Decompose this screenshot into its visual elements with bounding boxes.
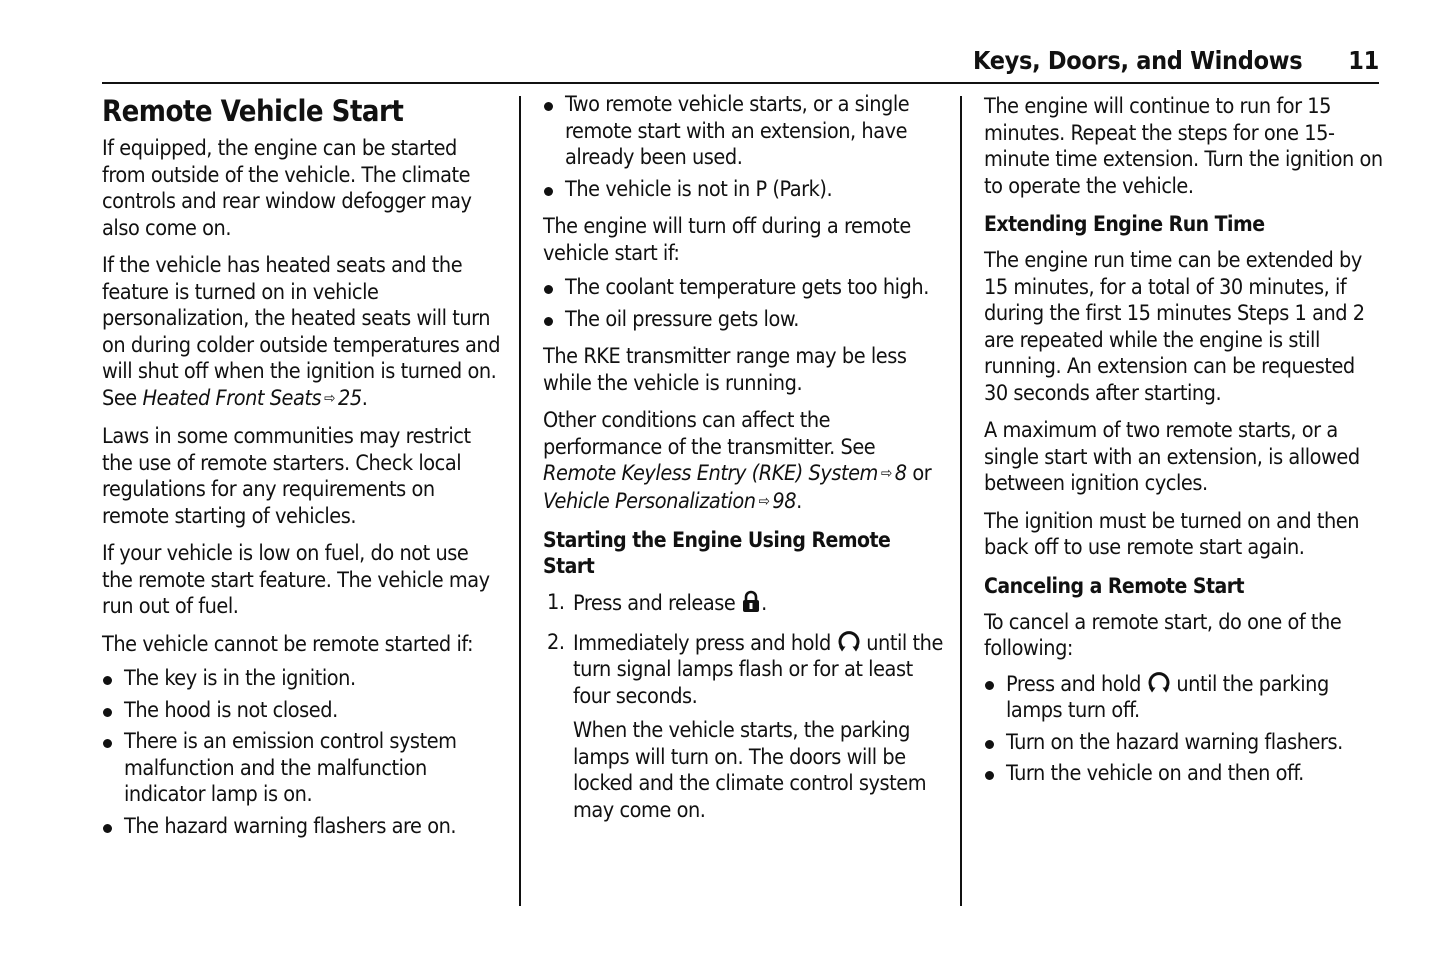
column-3 (984, 94, 1384, 799)
paragraph: The engine will continue to run for 15 minutes. Repeat the steps for one 15-minute time extension. Turn the ignition on to operate the vehicle. (984, 94, 1383, 199)
page-reference-arrow-icon: ⇨ (880, 464, 892, 482)
section-title: Keys, Doors, and Windows (973, 46, 1303, 75)
list-item: Turn the vehicle on and then off. (984, 761, 1384, 788)
page-title: Remote Vehicle Start (102, 94, 404, 128)
paragraph: The vehicle cannot be remote started if: (102, 631, 474, 657)
bullet-list (984, 671, 1384, 788)
column-1 (102, 94, 502, 851)
cross-reference-link[interactable]: Heated Front Seats (142, 385, 322, 411)
section-heading: Extending Engine Run Time (984, 212, 1265, 236)
paragraph: The engine run time can be extended by 15 minutes, for a total of 30 minutes, if during the first 15 minutes Steps 1 and 2 are repeated while the engine is still running. An extension can be requested 30 seconds after starting. (984, 248, 1365, 406)
cross-reference-link[interactable]: Vehicle Personalization (543, 488, 756, 514)
cross-reference-page[interactable]: 8 (894, 461, 907, 486)
paragraph: Laws in some communities may restrict the use of remote starters. Check local regulations for any requirements on remote starting of vehicles. (102, 424, 471, 529)
step-note: When the vehicle starts, the parking lamps will turn on. The doors will be locked and the climate control system may come on. (573, 718, 927, 823)
page-reference-arrow-icon: ⇨ (324, 388, 336, 407)
step-list (543, 590, 943, 824)
list-item: There is an emission control system malfunction and the malfunction indicator lamp is on. (102, 729, 502, 809)
paragraph: If equipped, the engine can be started from outside of the vehicle. The climate controls and rear window defogger may also come on. (102, 136, 472, 241)
column-2 (543, 92, 943, 836)
paragraph: If your vehicle is low on fuel, do not use the remote start feature. The vehicle may run out of fuel. (102, 541, 490, 619)
header-rule (102, 82, 1379, 84)
bullet-list (543, 92, 943, 203)
step-item: 1. Press and release . (547, 590, 767, 616)
list-item: Press and hold until the parking lamps turn off. (984, 671, 1384, 725)
section-heading: Starting the Engine Using Remote Start (543, 528, 891, 578)
running-head (973, 46, 1379, 75)
paragraph: The ignition must be turned on and then back off to use remote start again. (984, 508, 1360, 560)
paragraph: If the vehicle has heated seats and the feature is turned on in vehicle personalization, the heated seats will turn on during colder outside temperatures and will shut off when the ignition is turned on. See Heated Front Seats ⇨ 25. (102, 253, 501, 411)
list-item: The vehicle is not in P (Park). (543, 177, 943, 204)
lock-button-icon (741, 590, 761, 614)
list-item: The oil pressure gets low. (543, 307, 943, 334)
list-item: Turn on the hazard warning flashers. (984, 730, 1384, 757)
cross-reference-page[interactable]: 98 (772, 488, 797, 514)
remote-start-button-icon (837, 630, 861, 654)
list-item: Two remote vehicle starts, or a single remote start with an extension, have already been used. (543, 92, 943, 172)
column-divider-2 (960, 96, 962, 906)
paragraph: The RKE transmitter range may be less while the vehicle is running. (543, 344, 907, 396)
page-reference-arrow-icon: ⇨ (758, 491, 770, 510)
cross-reference-link[interactable]: Remote Keyless Entry (RKE) System (543, 461, 878, 486)
paragraph: The engine will turn off during a remote vehicle start if: (543, 214, 911, 266)
list-item: The key is in the ignition. (102, 666, 502, 693)
step-number: 2. (547, 629, 565, 655)
bullet-list (102, 666, 502, 840)
list-item: The hazard warning flashers are on. (102, 814, 502, 841)
bullet-list (543, 275, 943, 333)
step-number: 1. (547, 590, 565, 615)
section-heading: Canceling a Remote Start (984, 573, 1245, 598)
paragraph: To cancel a remote start, do one of the following: (984, 609, 1342, 661)
column-divider-1 (519, 96, 521, 906)
paragraph: A maximum of two remote starts, or a single start with an extension, is allowed between ignition cycles. (984, 418, 1360, 496)
list-item: The coolant temperature gets too high. (543, 275, 943, 302)
step-item: 2. Immediately press and hold until the turn signal lamps flash or for at least four seconds. When the vehicle starts, the parking lamps will turn on. The doors will be locked and the climate control system may come on. (547, 629, 943, 823)
page-number: 11 (1348, 46, 1379, 75)
remote-start-button-icon (1147, 671, 1171, 695)
list-item: The hood is not closed. (102, 698, 502, 725)
cross-reference-page[interactable]: 25 (338, 385, 362, 411)
paragraph: Other conditions can affect the performance of the transmitter. See Remote Keyless Entry (RKE) System ⇨ 8 or Vehicle Personalization ⇨ 98. (543, 408, 932, 514)
